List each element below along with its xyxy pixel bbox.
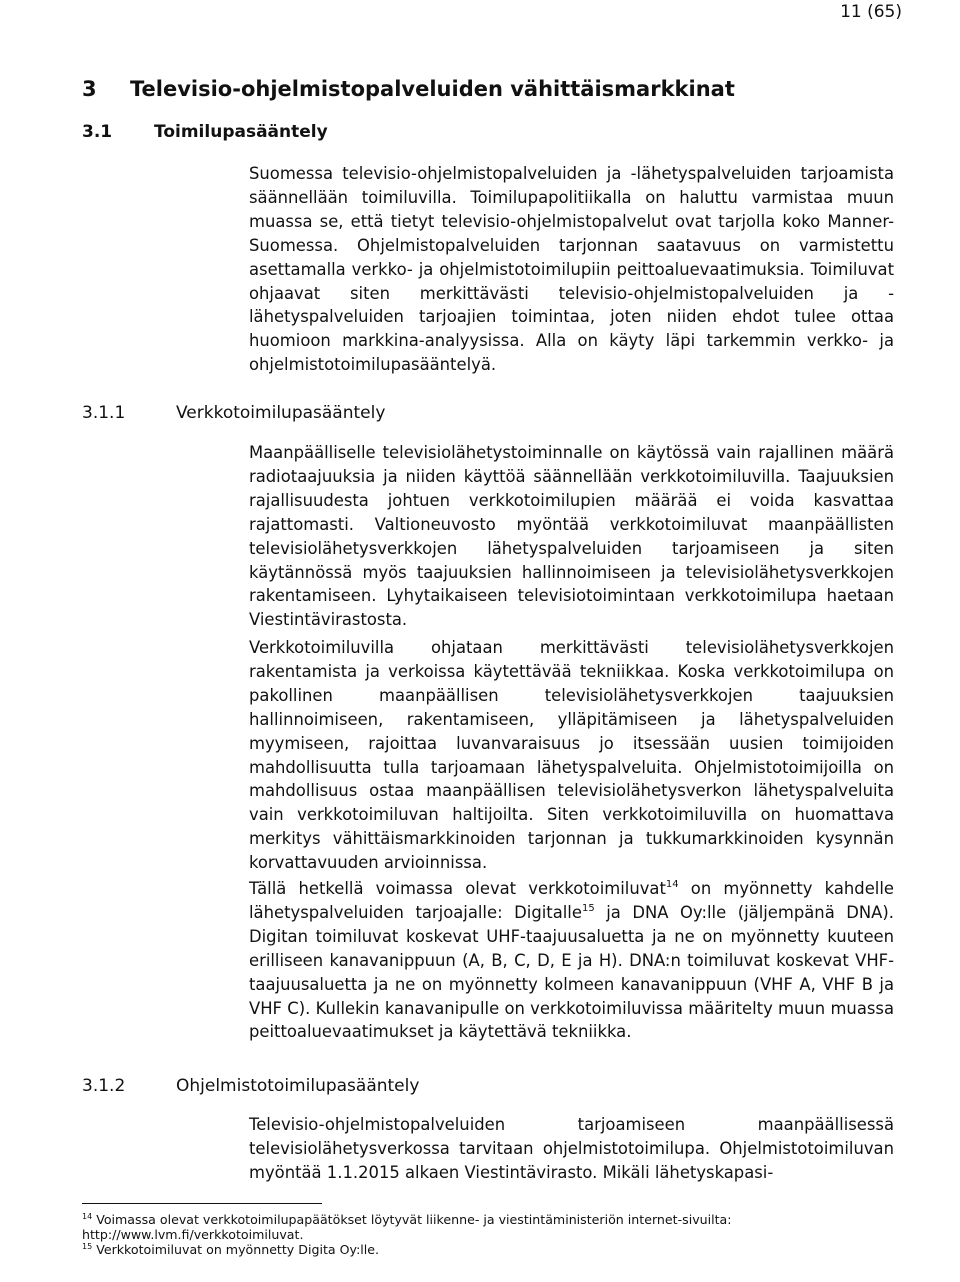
footnote-text: Voimassa olevat verkkotoimilupapäätökset löytyvät liikenne- ja viestintäministeriön internet-sivuilta: http://www.lvm.fi/verkkotoimiluvat. — [82, 1212, 732, 1242]
verkko-paragraph-3 — [249, 877, 894, 1044]
chapter-title: Televisio-ohjelmistopalveluiden vähittäismarkkinat — [130, 77, 735, 101]
paragraph-text: ja DNA Oy:lle (jäljempänä DNA). Digitan toimiluvat koskevat UHF-taajuusaluetta ja ne on myönnetty kuuteen erilliseen kanavanippuun (A, B, C, D, E ja H). DNA:n toimiluvat koskevat VHF-taajuusaluetta ja ne on myönnetty kolmeen kanavanippuun (VHF A, VHF B ja VHF C). Kullekin kanavanipulle on verkkotoimiluvissa määritelty muun muassa peittoaluevaatimukset ja käytettävä tekniikka. — [249, 902, 894, 1042]
page-number: 11 (65) — [840, 2, 902, 22]
footnotes — [82, 1212, 882, 1257]
verkko-paragraph-1: Maanpäälliselle televisiolähetystoiminnalle on käytössä vain rajallinen määrä radiotaajuuksia ja niiden käyttöä säännellään verkkotoimiluvilla. Taajuuksien rajallisuudesta johtuen verkkotoimilupien määrää ei voida kasvattaa rajattomasti. Valtioneuvosto myöntää verkkotoimiluvat maanpäällisten televisiolähetysverkkojen lähetyspalveluiden tarjoamiseen ja siten käytännössä myös taajuuksien hallinnoimiseen ja televisiolähetysverkkojen rakentamiseen. Lyhytaikaiseen televisiotoimintaan verkkotoimilupa haetaan Viestintävirastosta. — [249, 443, 894, 630]
chapter-number: 3 — [82, 77, 97, 101]
subsection-number: 3.1.1 — [82, 403, 126, 423]
section-number: 3.1 — [82, 122, 113, 142]
subsection-heading-3-1-2 — [82, 1073, 419, 1099]
footnote-text: Verkkotoimiluvat on myönnetty Digita Oy:lle. — [96, 1242, 380, 1257]
paragraph-text: on myönnetty kahdelle lähetyspalveluiden tarjoajalle: Digitalle — [249, 879, 894, 922]
footnote-14 — [82, 1212, 882, 1242]
footnote-number: 15 — [82, 1242, 93, 1251]
paragraph-text: Tällä hetkellä voimassa olevat verkkotoimiluvat — [249, 879, 666, 898]
footnote-15 — [82, 1242, 882, 1257]
verkko-paragraph-2: Verkkotoimiluvilla ohjataan merkittävästi televisiolähetysverkkojen rakentamista ja verkoissa käytettävää tekniikkaa. Koska verkkotoimilupa on pakollinen maanpäällisen televisiolähetysverkkojen taajuuksien hallinnoimiseen, rakentamiseen, ylläpitämiseen ja lähetyspalveluiden myymiseen, rajoittaa luvanvaraisuus jo itsessään uusien toimijoiden mahdollisuutta tulla tarjoamaan lähetyspalveluita. Ohjelmistotoimijoilla on mahdollisuus ostaa maanpäällisen televisiolähetysverkon lähetyspalveluita vain verkkotoimiluvan haltijoilta. Siten verkkotoimiluvilla on huomattava merkitys vähittäismarkkinoiden tarjonnan ja tukkumarkkinoiden kysynnän korvattavuuden arvioinnissa. — [249, 638, 894, 873]
subsection-title: Ohjelmistotoimilupasääntely — [176, 1076, 420, 1096]
subsection-heading-3-1-1 — [82, 400, 385, 426]
section-title: Toimilupasääntely — [154, 122, 328, 142]
intro-paragraph: Suomessa televisio-ohjelmistopalveluiden ja -lähetyspalveluiden tarjoamista säännellään toimiluvilla. Toimilupapolitiikalla on haluttu varmistaa muun muassa se, että tietyt televisio-ohjelmistopalvelut ovat tarjolla koko Manner-Suomessa. Ohjelmistopalveluiden tarjonnan saatavuus on varmistettu asettamalla verkko- ja ohjelmistotoimilupiin peittoaluevaatimuksia. Toimiluvat ohjaavat siten merkittävästi televisio-ohjelmistopalveluiden ja -lähetyspalveluiden tarjoajien toimintaa, joten niiden ehdot tulee ottaa huomioon markkina-analyysissa. Alla on käyty läpi tarkemmin verkko- ja ohjelmistotoimilupasääntelyä. — [249, 164, 894, 375]
section-heading — [82, 119, 328, 145]
ohjelmisto-paragraph-1: Televisio-ohjelmistopalveluiden tarjoamiseen maanpäällisessä televisiolähetysverkossa tarvitaan ohjelmistotoimilupa. Ohjelmistotoimiluvan myöntää 1.1.2015 alkaen Viestintävirasto. Mikäli lähetyskapasi- — [249, 1115, 894, 1182]
subsection-number: 3.1.2 — [82, 1076, 126, 1096]
footnote-ref-14: 14 — [665, 879, 679, 890]
footnote-number: 14 — [82, 1212, 93, 1221]
subsection-title: Verkkotoimilupasääntely — [176, 403, 386, 423]
footnote-ref-15: 15 — [581, 902, 595, 914]
footnote-separator — [82, 1203, 322, 1204]
chapter-heading — [82, 74, 735, 104]
